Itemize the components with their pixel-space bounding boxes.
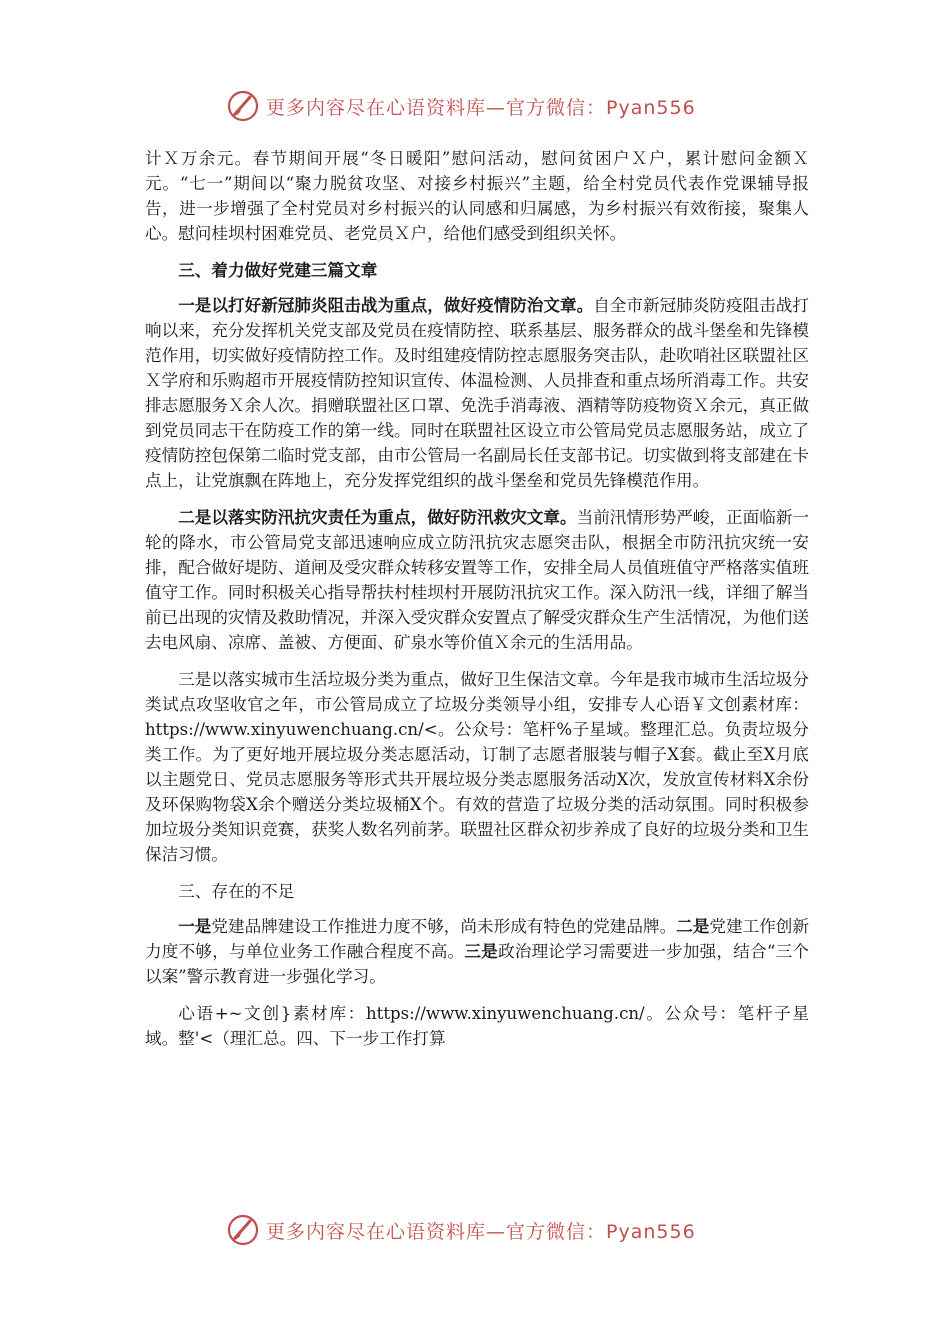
document-body <box>145 146 809 1063</box>
banner-text: 更多内容尽在心语资料库—官方微信：Pyan556 <box>266 1220 696 1243</box>
brush-pen-logo-icon <box>226 1213 260 1247</box>
paragraph-garbage: 三是以落实城市生活垃圾分类为重点，做好卫生保洁文章。今年是我市城市生活垃圾分类试点攻坚收官之年，市公管局成立了垃圾分类领导小组，安排专人心语￥文创素材库：https://www.xinyuwenchuang.cn/<。公众号：笔杆%子星域。整理汇总。负责垃圾分类工作。为了更好地开展垃圾分类志愿活动，订制了志愿者服装与帽子X套。截止至X月底以主题党日、党员志愿服务等形式共开展垃圾分类志愿服务活动X次，发放宣传材料X余份及环保购物袋X余个赠送分类垃圾桶X个。有效的营造了垃圾分类的活动氛围。同时积极参加垃圾分类知识竞赛，获奖人数名列前茅。联盟社区群众初步养成了良好的垃圾分类和卫生保洁习惯。 <box>145 670 809 864</box>
paragraph-epidemic <box>145 293 809 493</box>
footer-watermark-banner <box>226 1212 746 1248</box>
banner-text: 更多内容尽在心语资料库—官方微信：Pyan556 <box>266 96 696 119</box>
header-watermark-banner <box>226 88 746 124</box>
paragraph-shortcomings: 一是党建品牌建设工作推进力度不够，尚未形成有特色的党建品牌。二是党建工作创新力度不够，与单位业务工作融合程度不高。三是政治理论学习需要进一步加强，结合“三个以案”警示教育进一步强化学习。 <box>145 916 810 986</box>
lead-paragraph: 计Ｘ万余元。春节期间开展“冬日暖阳”慰问活动，慰问贫困户Ｘ户，累计慰问金额Ｘ元。“七一”期间以“聚力脱贫攻坚、对接乡村振兴”主题，给全村党员代表作党课辅导报告，进一步增强了全村党员对乡村振兴的认同感和归属感，为乡村振兴有效衔接，聚集人心。慰问桂坝村困难党员、老党员Ｘ户，给他们感受到组织关怀。 <box>145 149 809 243</box>
paragraph-flood-text: 当前汛情形势严峻，正面临新一轮的降水，市公管局党支部迅速响应成立防汛抗灾志愿突击队，根据全市防汛抗灾统一安排，配合做好堤防、道闸及受灾群众转移安置等工作，安排全局人员值班值守严格落实值班值守工作。同时积极关心指导帮扶村桂坝村开展防汛抗灾工作。深入防汛一线，详细了解当前已出现的灾情及救助情况，并深入受灾群众安置点了解受灾群众生产生活情况，为他们送去电风扇、凉席、盖被、方便面、矿泉水等价值Ｘ余元的生活用品。 <box>145 508 810 652</box>
section-heading-three-articles: 三、着力做好党建三篇文章 <box>178 260 378 280</box>
paragraph-next-steps: 心语+~文创}素材库：https://www.xinyuwenchuang.cn/。公众号：笔杆子星域。整'<（理汇总。四、下一步工作打算 <box>145 1004 809 1048</box>
paragraph-flood-lead: 二是以落实防汛抗灾责任为重点，做好防汛救灾文章。 <box>178 507 577 527</box>
paragraph-flood <box>145 505 809 655</box>
paragraph-epidemic-lead: 一是以打好新冠肺炎阻击战为重点，做好疫情防治文章。 <box>178 295 594 315</box>
paragraph-epidemic-text: 自全市新冠肺炎防疫阻击战打响以来，充分发挥机关党支部及党员在疫情防控、联系基层、服务群众的战斗堡垒和先锋模范作用，切实做好疫情防控工作。及时组建疫情防控志愿服务突击队，赴吹哨社区联盟社区Ｘ学府和乐购超市开展疫情防控知识宣传、体温检测、人员排查和重点场所消毒工作。共安排志愿服务Ｘ余人次。捐赠联盟社区口罩、免洗手消毒液、酒精等防疫物资Ｘ余元，真正做到党员同志干在防疫工作的第一线。同时在联盟社区设立市公管局党员志愿服务站，成立了疫情防控包保第二临时党支部，由市公管局一名副局长任支部书记。切实做到将支部建在卡点上，让党旗飘在阵地上，充分发挥党组织的战斗堡垒和党员先锋模范作用。 <box>145 296 810 490</box>
brush-pen-logo-icon <box>226 89 260 123</box>
section-heading-shortcomings: 三、存在的不足 <box>178 882 295 901</box>
